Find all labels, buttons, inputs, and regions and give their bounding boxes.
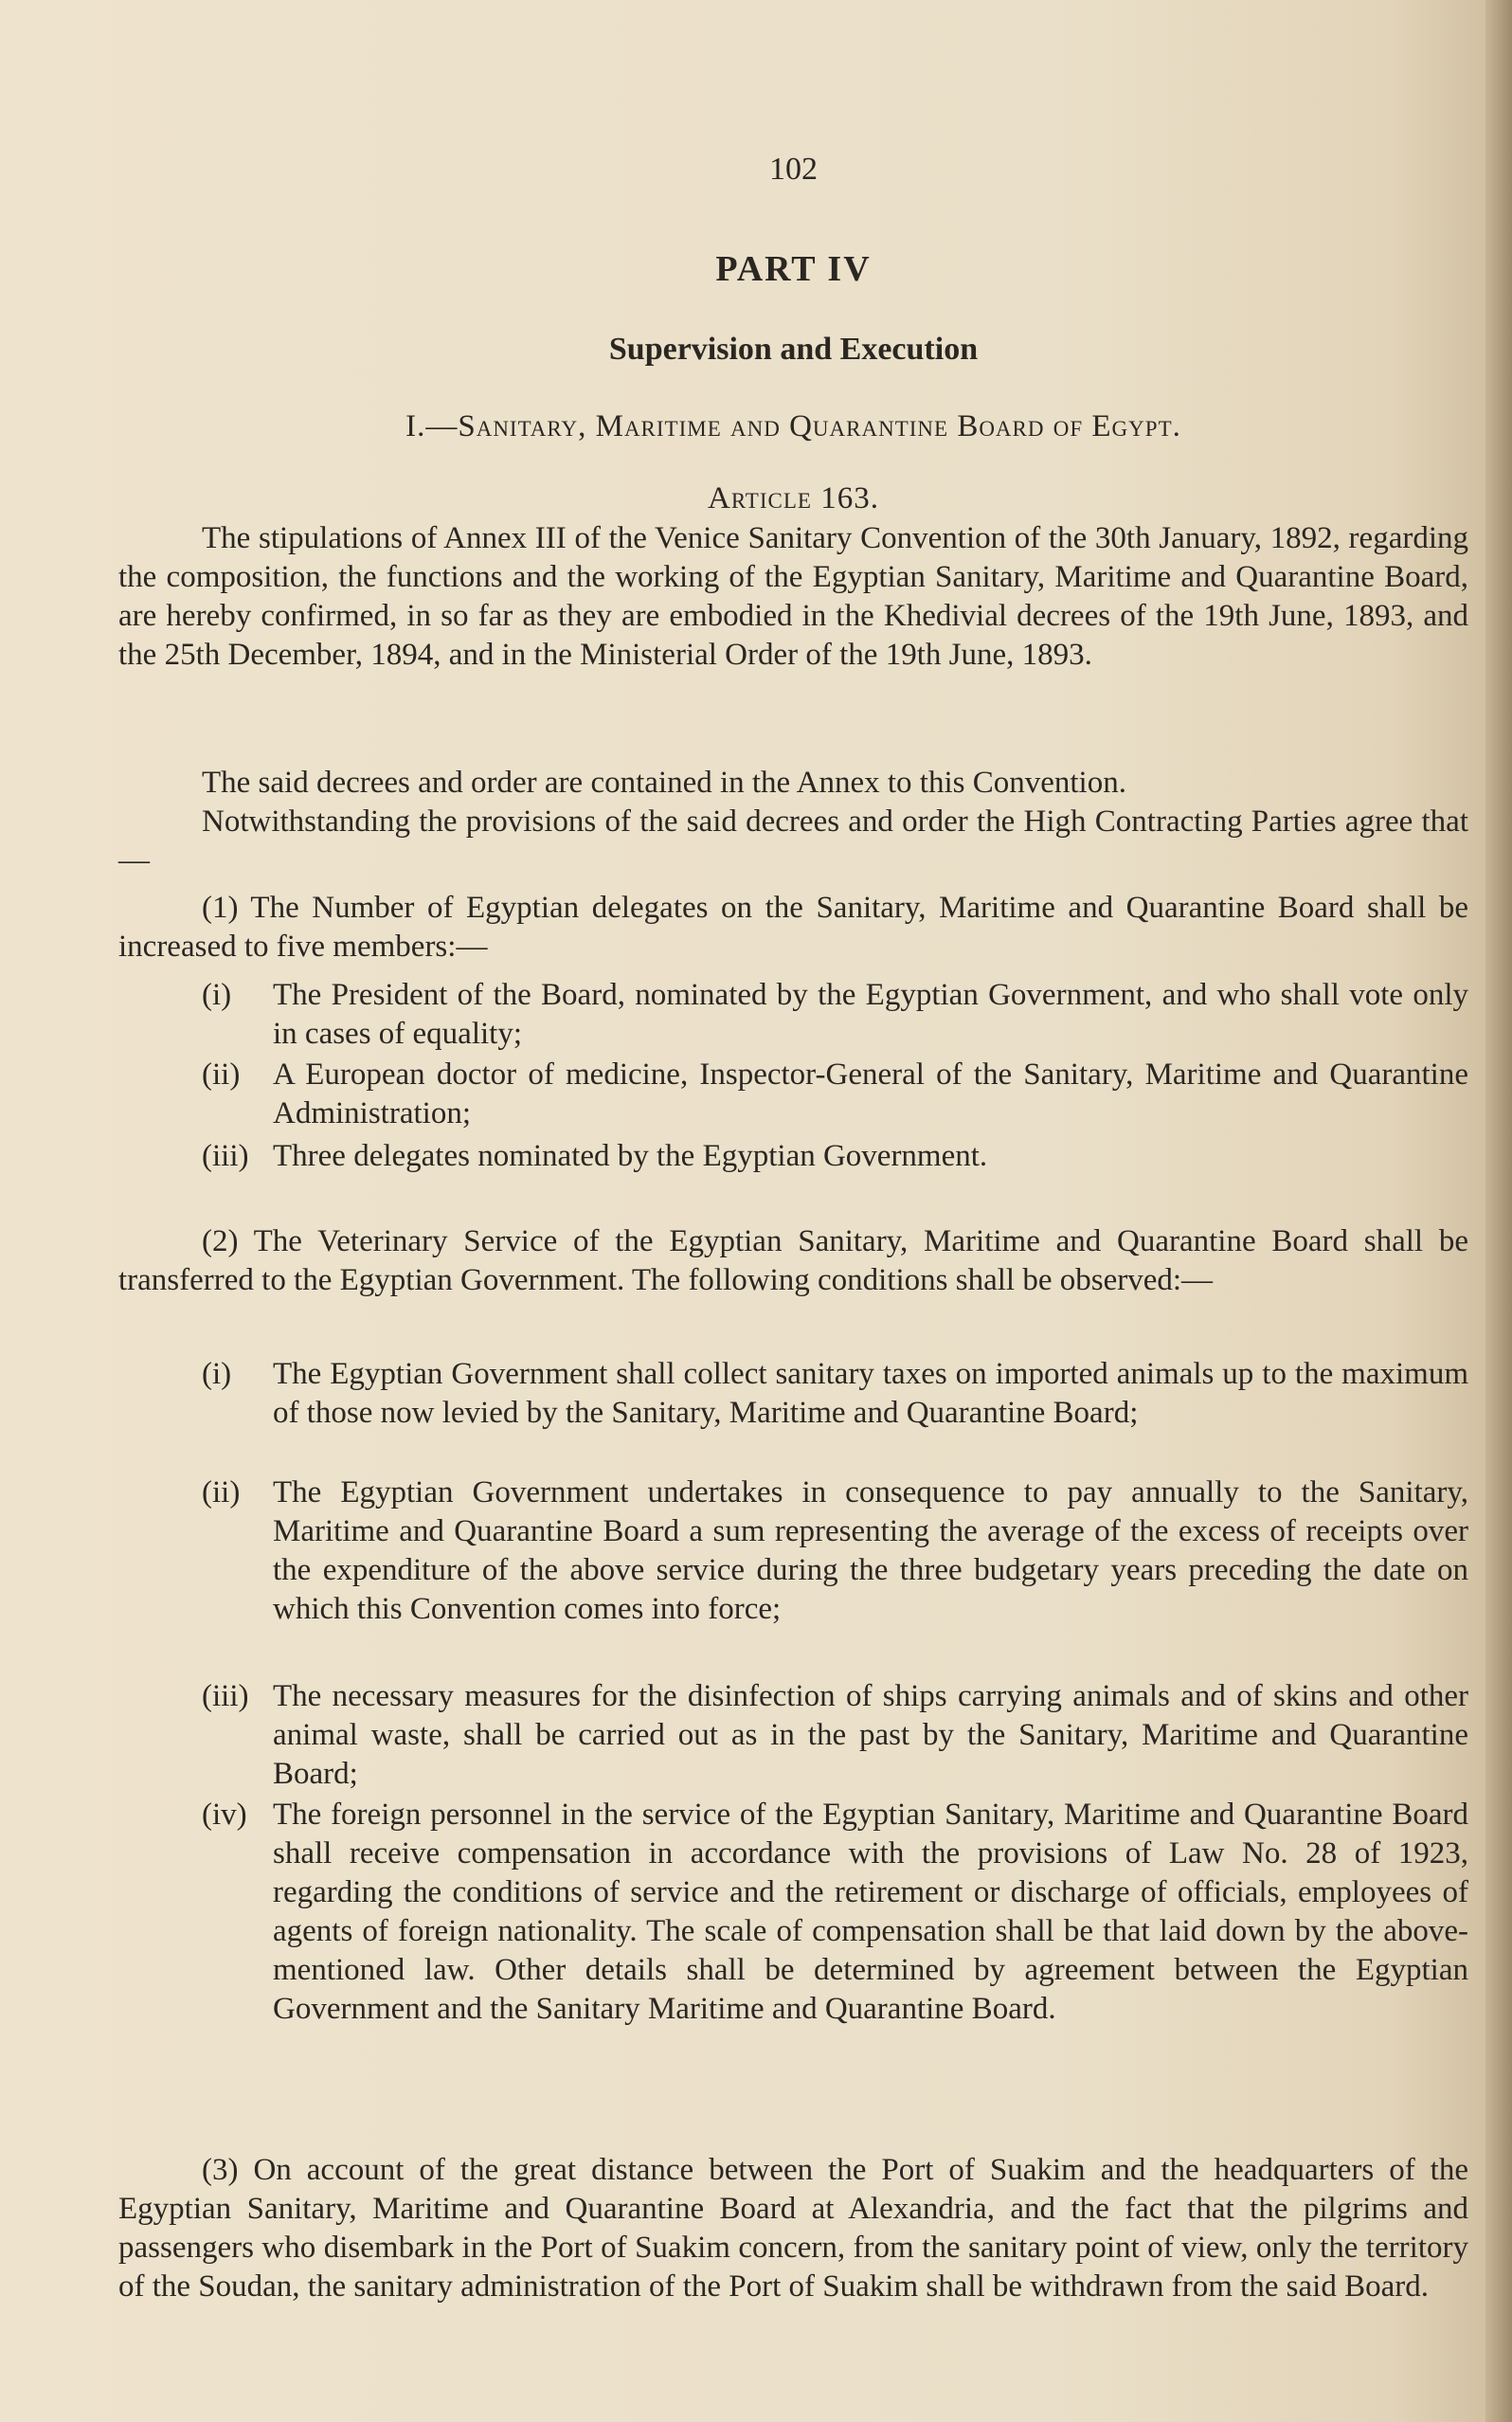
list-item [202,1796,1468,2029]
book-spine-shadow [1485,0,1512,2422]
item-number: (iii) [202,1139,249,1173]
list-item [202,1056,1468,1133]
article-heading: Article 163. [708,481,879,515]
list-item [202,1355,1468,1433]
paragraph-delegates: (1) The Number of Egyptian delegates on the Sanitary, Maritime and Quarantine Board shall be increased to five members:— [118,891,1468,964]
item-number: (ii) [202,1057,241,1092]
item-number: (iv) [202,1798,247,1832]
item-number: (ii) [202,1475,241,1509]
list-item [202,1677,1468,1794]
section-heading: I.—Sanitary, Maritime and Quarantine Board of Egypt. [405,409,1181,443]
item-text: The Egyptian Government undertakes in consequence to pay annually to the Sanitary, Maritime and Quarantine Board a sum representing the average of the excess of receipts over the expenditure of the above service during the three budgetary years preceding the date on which this Convention comes into force; [273,1475,1468,1626]
subtitle: Supervision and Execution [608,332,979,367]
list-item [202,1137,1468,1176]
list-item [202,1473,1468,1629]
paragraph-veterinary: (2) The Veterinary Service of the Egyptian Sanitary, Maritime and Quarantine Board shall be transferred to the Egyptian Government. The following conditions shall be observed:— [118,1224,1468,1297]
list-item [202,976,1468,1054]
paragraph-notwithstanding: Notwithstanding the provisions of the said decrees and order the High Contracting Parties agree that— [118,804,1468,877]
item-number: (i) [202,1357,232,1391]
part-title: PART IV [715,249,872,289]
paragraph-suakim: (3) On account of the great distance between the Port of Suakim and the headquarters of the Egyptian Sanitary, Maritime and Quarantine Board at Alexandria, and the fact that the pilgrims and passengers who disembark in the Port of Suakim concern, from the sanitary point of view, only the territory of the Soudan, the sanitary administration of the Port of Suakim shall be withdrawn from the said Board. [118,2153,1468,2304]
item-number: (iii) [202,1679,249,1713]
item-number: (i) [202,978,232,1012]
paragraph-annex: The said decrees and order are contained in the Annex to this Convention. [202,766,1126,800]
item-text: The necessary measures for the disinfection of ships carrying animals and of skins and other animal waste, shall be carried out as in the past by the Sanitary, Maritime and Quarantine Board; [273,1679,1468,1791]
item-text: The President of the Board, nominated by the Egyptian Government, and who shall vote only in cases of equality; [273,978,1468,1051]
item-text: Three delegates nominated by the Egyptian Government. [273,1139,988,1173]
page-number: 102 [769,152,818,187]
item-text: The foreign personnel in the service of the Egyptian Sanitary, Maritime and Quarantine Board shall receive compensation in accordance with the provisions of Law No. 28 of 1923, regarding the conditions of service and the retirement or discharge of officials, employees of agents of foreign nationality. The scale of compensation shall be that laid down by the above-mentioned law. Other details shall be determined by agreement between the Egyptian Government and the Sanitary Maritime and Quarantine Board. [273,1798,1468,2026]
item-text: The Egyptian Government shall collect sanitary taxes on imported animals up to the maximum of those now levied by the Sanitary, Maritime and Quarantine Board; [273,1357,1468,1430]
item-text: A European doctor of medicine, Inspector-General of the Sanitary, Maritime and Quarantine Administration; [273,1057,1468,1130]
paragraph-stipulations: The stipulations of Annex III of the Venice Sanitary Convention of the 30th January, 1892, regarding the composition, the functions and the working of the Egyptian Sanitary, Maritime and Quarantine Board, are hereby confirmed, in so far as they are embodied in the Khedivial decrees of the 19th June, 1893, and the 25th December, 1894, and in the Ministerial Order of the 19th June, 1893. [118,521,1468,672]
